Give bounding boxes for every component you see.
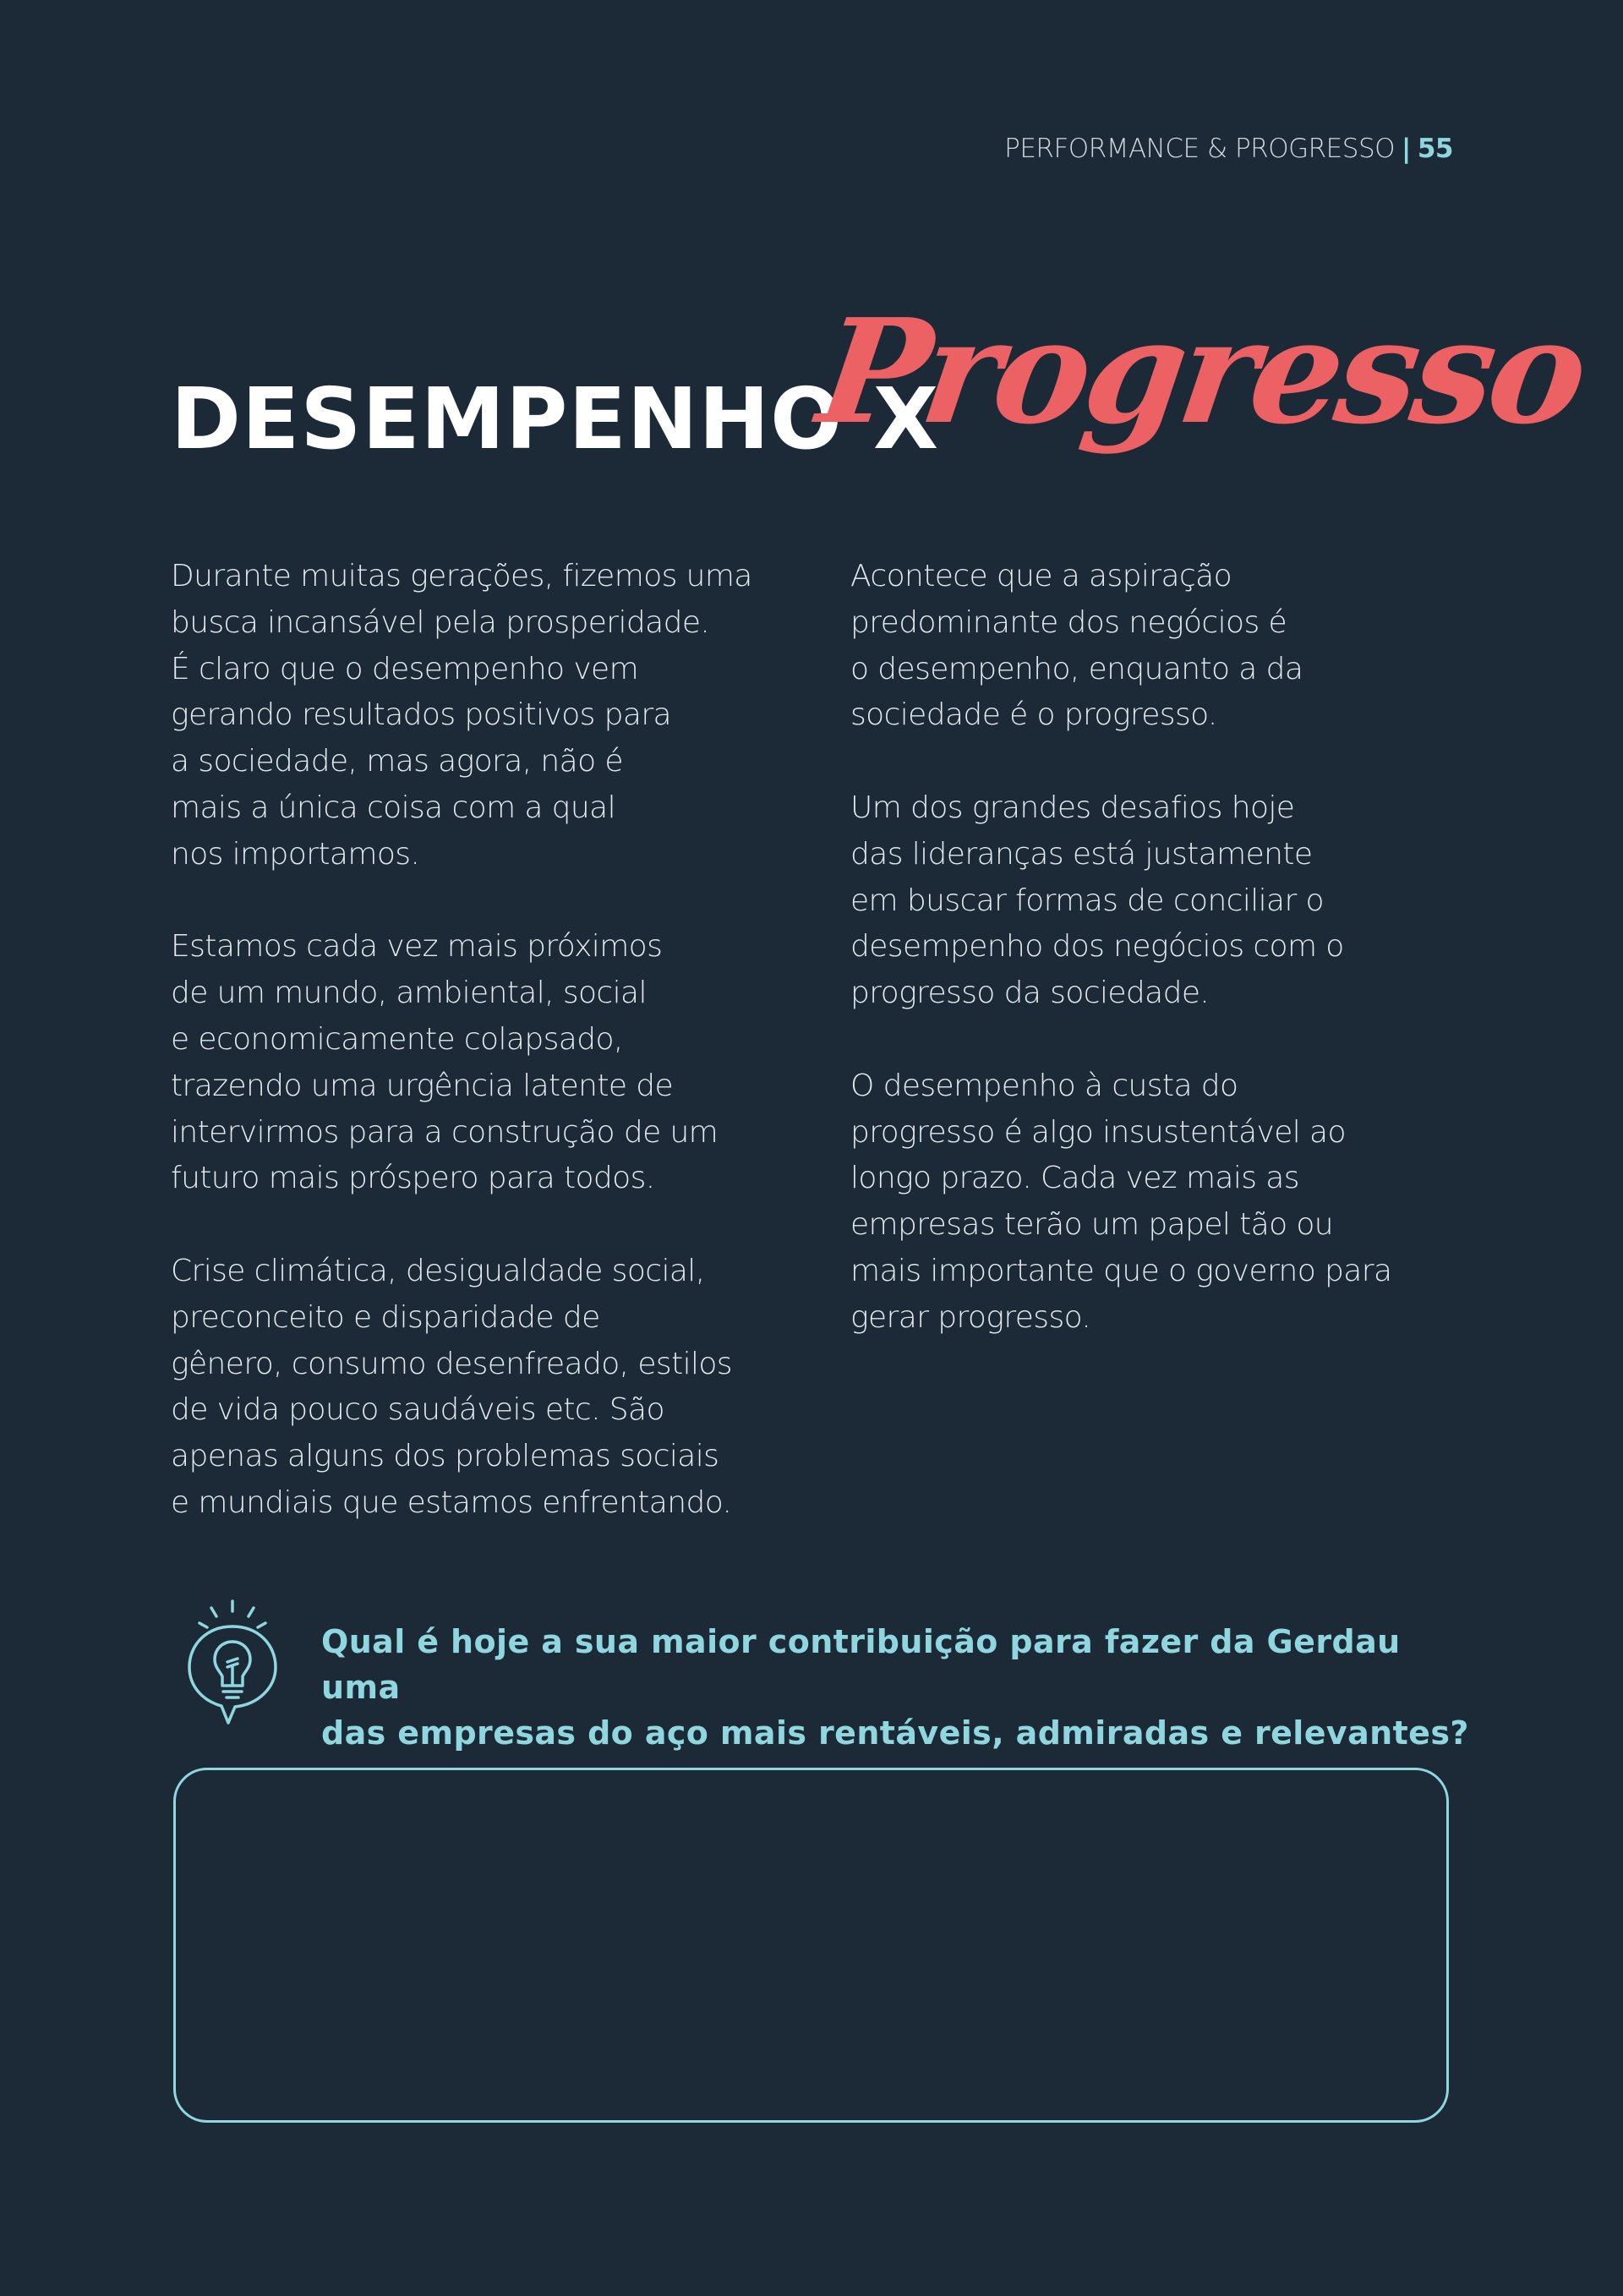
right-paragraph-2: Um dos grandes desafios hoje das lideranças está justamente em buscar formas de conciliar o desempenho dos negócios com o progresso da sociedade. xyxy=(850,790,1344,1011)
left-paragraph-1: Durante muitas gerações, fizemos uma busca incansável pela prosperidade. É claro que o desempenho vem gerando resultados positivos para a sociedade, mas agora, não é mais a única coisa com a qual nos importamos. xyxy=(171,559,752,872)
section-title: PERFORMANCE & PROGRESSO xyxy=(1004,134,1396,164)
left-paragraph-3: Crise climática, desigualdade social, preconceito e disparidade de gênero, consumo desenfreado, estilos de vida pouco saudáveis etc. São apenas alguns dos problemas sociais e mundiais que estamos enfrentando. xyxy=(171,1253,732,1520)
lightbulb-speech-bubble-icon xyxy=(181,1598,284,1733)
right-paragraph-1: Acontece que a aspiração predominante dos negócios é o desempenho, enquanto a da sociedade é o progresso. xyxy=(850,559,1303,733)
page-title: DESEMPENHO X xyxy=(171,369,940,468)
page-number: 55 xyxy=(1417,134,1453,164)
right-column xyxy=(850,554,1459,1387)
page-header xyxy=(1004,134,1453,164)
header-separator: | xyxy=(1402,134,1411,164)
page-title-script: Progresso xyxy=(809,287,1593,456)
right-paragraph-3: O desempenho à custa do progresso é algo insustentável ao longo prazo. Cada vez mais as empresas terão um papel tão ou mais importante que o governo para gerar progresso. xyxy=(850,1068,1392,1335)
left-column xyxy=(171,554,779,1573)
answer-text-area[interactable] xyxy=(173,1768,1449,2123)
left-paragraph-2: Estamos cada vez mais próximos de um mundo, ambiental, social e economicamente colapsado, trazendo uma urgência latente de intervirmos para a construção de um futuro mais próspero para todos. xyxy=(171,929,719,1196)
reflection-question: Qual é hoje a sua maior contribuição para fazer da Gerdau uma das empresas do aço mais rentáveis, admiradas e relevantes? xyxy=(321,1623,1469,1752)
